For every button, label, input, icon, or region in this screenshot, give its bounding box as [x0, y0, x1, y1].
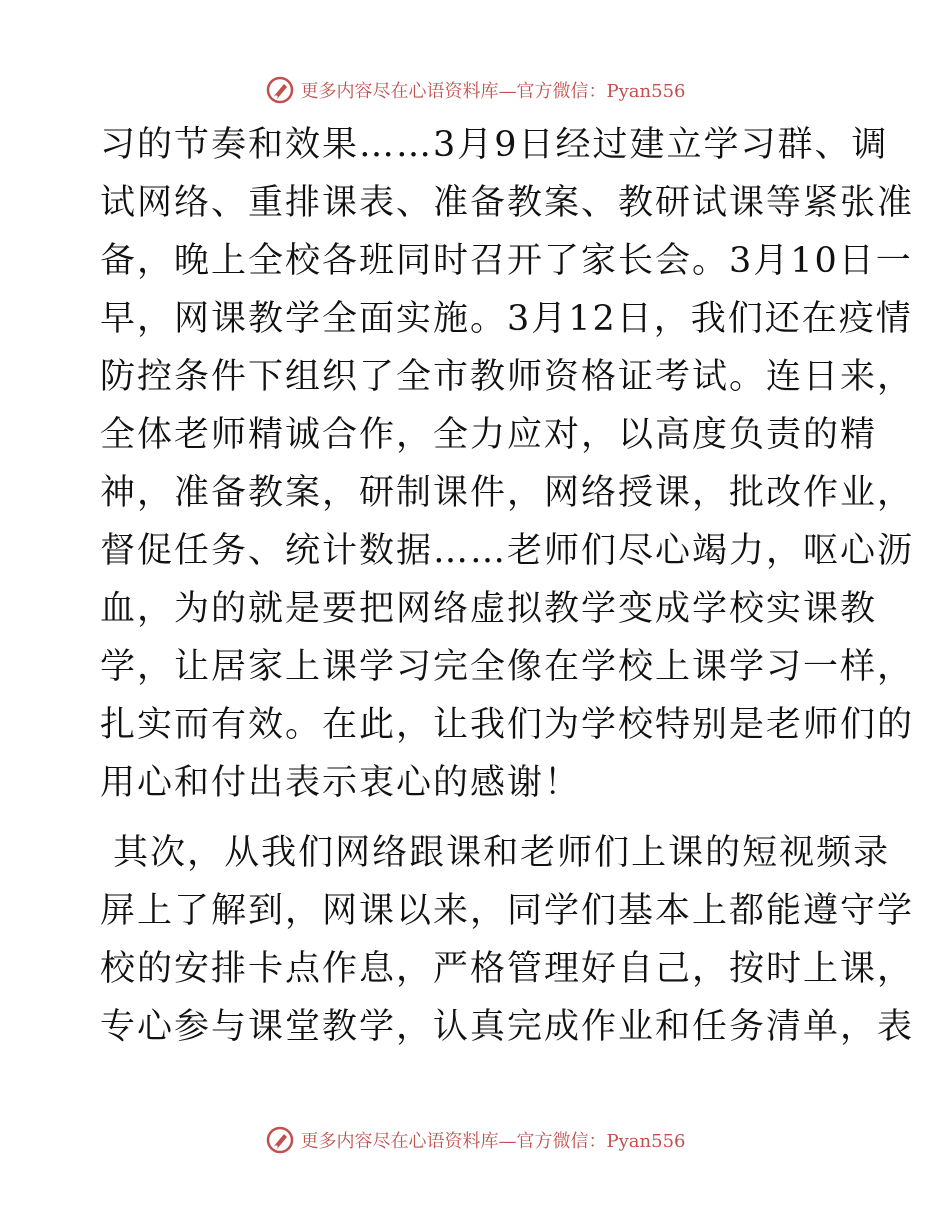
pen-circle-logo-icon [265, 1125, 295, 1155]
text-line: 其次，从我们网络跟课和老师们上课的短视频录 [100, 833, 891, 873]
text-line: 备，晚上全校各班同时召开了家长会。3月10日一 [100, 241, 913, 281]
text-line: 屏上了解到，网课以来，同学们基本上都能遵守学 [100, 891, 915, 931]
text-line: 全体老师精诚合作，全力应对，以高度负责的精 [100, 415, 878, 455]
text-line: 督促任务、统计数据……老师们尽心竭力，呕心沥 [100, 531, 915, 571]
footer-banner [0, 1120, 950, 1160]
text-line: 防控条件下组织了全市教师资格证考试。连日来， [100, 357, 915, 397]
text-line: 试网络、重排课表、准备教案、教研试课等紧张准 [100, 183, 915, 223]
text-line: 学，让居家上课学习完全像在学校上课学习一样， [100, 647, 915, 687]
document-body [100, 116, 915, 1056]
header-banner-text: 更多内容尽在心语资料库—官方微信：Pyan556 [300, 81, 686, 102]
header-banner [0, 70, 950, 110]
paragraph [100, 116, 915, 812]
footer-banner-text: 更多内容尽在心语资料库—官方微信：Pyan556 [300, 1131, 686, 1152]
text-line: 扎实而有效。在此，让我们为学校特别是老师们的 [100, 705, 915, 745]
text-line: 早，网课教学全面实施。3月12日，我们还在疫情 [100, 299, 913, 339]
paragraph [100, 824, 915, 1056]
text-line: 习的节奏和效果……3月9日经过建立学习群、调 [100, 125, 889, 165]
text-line: 神，准备教案，研制课件，网络授课，批改作业， [100, 473, 915, 513]
text-line: 校的安排卡点作息，严格管理好自己，按时上课， [100, 949, 915, 989]
pen-circle-logo-icon [265, 75, 295, 105]
text-line: 用心和付出表示衷心的感谢！ [100, 763, 582, 803]
text-line: 血，为的就是要把网络虚拟教学变成学校实课教 [100, 589, 878, 629]
text-line: 专心参与课堂教学，认真完成作业和任务清单，表 [100, 1007, 915, 1047]
